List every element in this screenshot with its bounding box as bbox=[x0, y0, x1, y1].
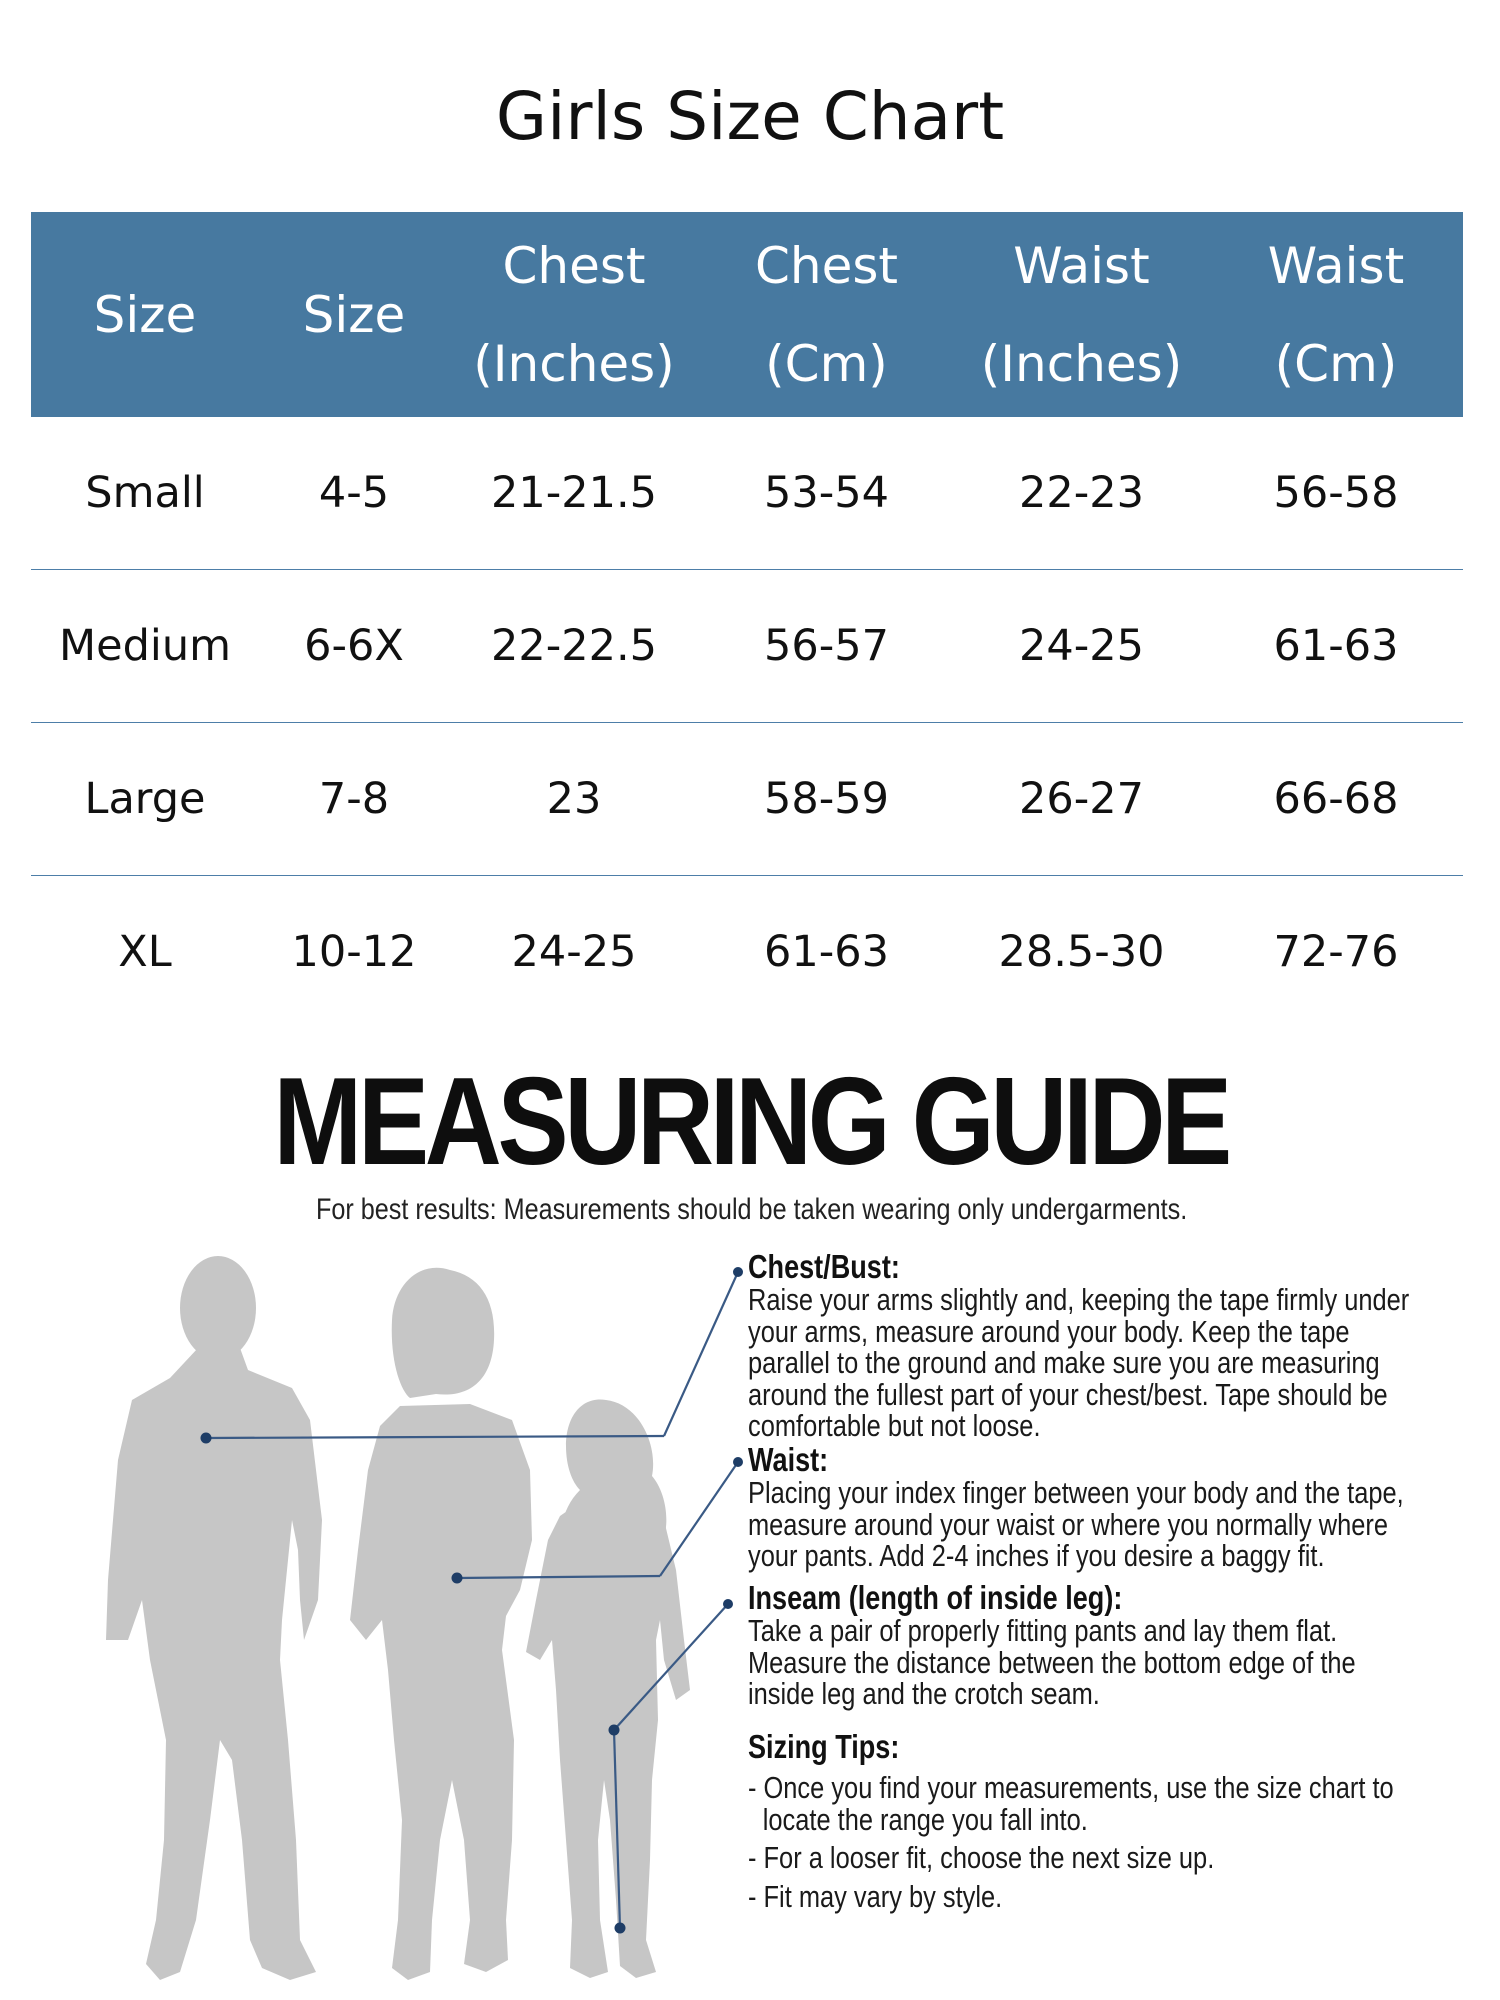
list-item: - For a looser fit, choose the next size up. bbox=[748, 1840, 1215, 1875]
waist-end-dot bbox=[733, 1457, 743, 1467]
measuring-guide-heading: MEASURING GUIDE bbox=[273, 1053, 1228, 1191]
measuring-guide-subheading: For best results: Measurements should be taken wearing only undergarments. bbox=[315, 1193, 1188, 1226]
inseam-top-dot bbox=[609, 1725, 620, 1736]
waist-title: Waist: bbox=[748, 1441, 829, 1478]
table-cell: 6-6X bbox=[259, 570, 449, 723]
table-cell: 28.5-30 bbox=[998, 927, 1165, 977]
chest-dot bbox=[201, 1433, 212, 1444]
header-waist-inches: Waist (Inches) bbox=[954, 212, 1209, 417]
header-chest-cm: Chest (Cm) bbox=[699, 212, 954, 417]
table-cell: 24-25 bbox=[954, 570, 1209, 723]
table-cell: Large bbox=[31, 723, 259, 876]
sizing-tips-list bbox=[748, 1772, 1429, 1912]
sizing-tips-title: Sizing Tips: bbox=[748, 1728, 900, 1765]
size-chart-table bbox=[31, 212, 1463, 1028]
sizing-tips-note bbox=[748, 1730, 1429, 1919]
table-cell: 53-54 bbox=[699, 417, 954, 570]
family-silhouette-illustration bbox=[0, 1220, 760, 2000]
inseam-bottom-dot bbox=[615, 1923, 626, 1934]
table-cell: 56-58 bbox=[1209, 417, 1463, 570]
table-row bbox=[31, 570, 1463, 723]
chest-pointer-diagonal bbox=[664, 1272, 738, 1436]
table-cell: 10-12 bbox=[291, 927, 417, 977]
table-cell: 61-63 bbox=[1209, 570, 1463, 723]
table-cell: 22-23 bbox=[954, 417, 1209, 570]
waist-pointer-diagonal bbox=[660, 1462, 738, 1576]
inseam-text: Take a pair of properly fitting pants and lay them flat. Measure the distance between the bottom edge of the inside leg and the crotch seam. bbox=[748, 1613, 1356, 1711]
table-cell: 26-27 bbox=[954, 723, 1209, 876]
chest-bust-note bbox=[748, 1250, 1429, 1442]
chest-bust-text: Raise your arms slightly and, keeping the tape firmly under your arms, measure around your body. Keep the tape parallel to the ground and make sure you are measuring around the fullest part of your chest/best. Tape should be comfortable but not loose. bbox=[748, 1282, 1410, 1443]
waist-note bbox=[748, 1443, 1429, 1572]
woman-silhouette bbox=[350, 1268, 532, 1980]
table-cell: 7-8 bbox=[259, 723, 449, 876]
inseam-note bbox=[748, 1581, 1429, 1710]
table-header-row bbox=[31, 212, 1463, 417]
list-item: - Fit may vary by style. bbox=[748, 1878, 1003, 1914]
list-item: - Once you find your measurements, use the size chart to locate the range you fall into. bbox=[748, 1770, 1394, 1837]
table-row bbox=[31, 876, 1463, 1029]
table-cell: XL bbox=[118, 927, 172, 977]
table-cell: 22-22.5 bbox=[449, 570, 699, 723]
inseam-title: Inseam (length of inside leg): bbox=[748, 1579, 1123, 1616]
chest-end-dot bbox=[733, 1267, 743, 1277]
waist-dot bbox=[452, 1573, 463, 1584]
table-row bbox=[31, 417, 1463, 570]
table-cell: 72-76 bbox=[1273, 927, 1399, 977]
header-chest-inches: Chest (Inches) bbox=[449, 212, 699, 417]
waist-text: Placing your index finger between your body and the tape, measure around your waist or where you normally where your pants. Add 2-4 inches if you desire a baggy fit. bbox=[748, 1475, 1404, 1573]
header-waist-cm: Waist (Cm) bbox=[1209, 212, 1463, 417]
table-cell: 58-59 bbox=[699, 723, 954, 876]
chest-bust-title: Chest/Bust: bbox=[748, 1248, 900, 1285]
header-size-label: Size bbox=[31, 212, 259, 417]
table-cell: 24-25 bbox=[511, 927, 637, 977]
girl-silhouette bbox=[526, 1399, 690, 1978]
header-size-range: Size bbox=[259, 212, 449, 417]
table-cell: 61-63 bbox=[764, 927, 889, 977]
table-cell: 23 bbox=[449, 723, 699, 876]
table-cell: 21-21.5 bbox=[449, 417, 699, 570]
page-title: Girls Size Chart bbox=[495, 78, 1005, 155]
silhouette-group bbox=[106, 1256, 690, 1980]
table-cell: 4-5 bbox=[259, 417, 449, 570]
table-cell: Small bbox=[31, 417, 259, 570]
man-silhouette bbox=[106, 1256, 322, 1980]
table-cell: Medium bbox=[31, 570, 259, 723]
inseam-end-dot bbox=[723, 1599, 733, 1609]
table-row bbox=[31, 723, 1463, 876]
table-cell: 66-68 bbox=[1209, 723, 1463, 876]
table-cell: 56-57 bbox=[699, 570, 954, 723]
